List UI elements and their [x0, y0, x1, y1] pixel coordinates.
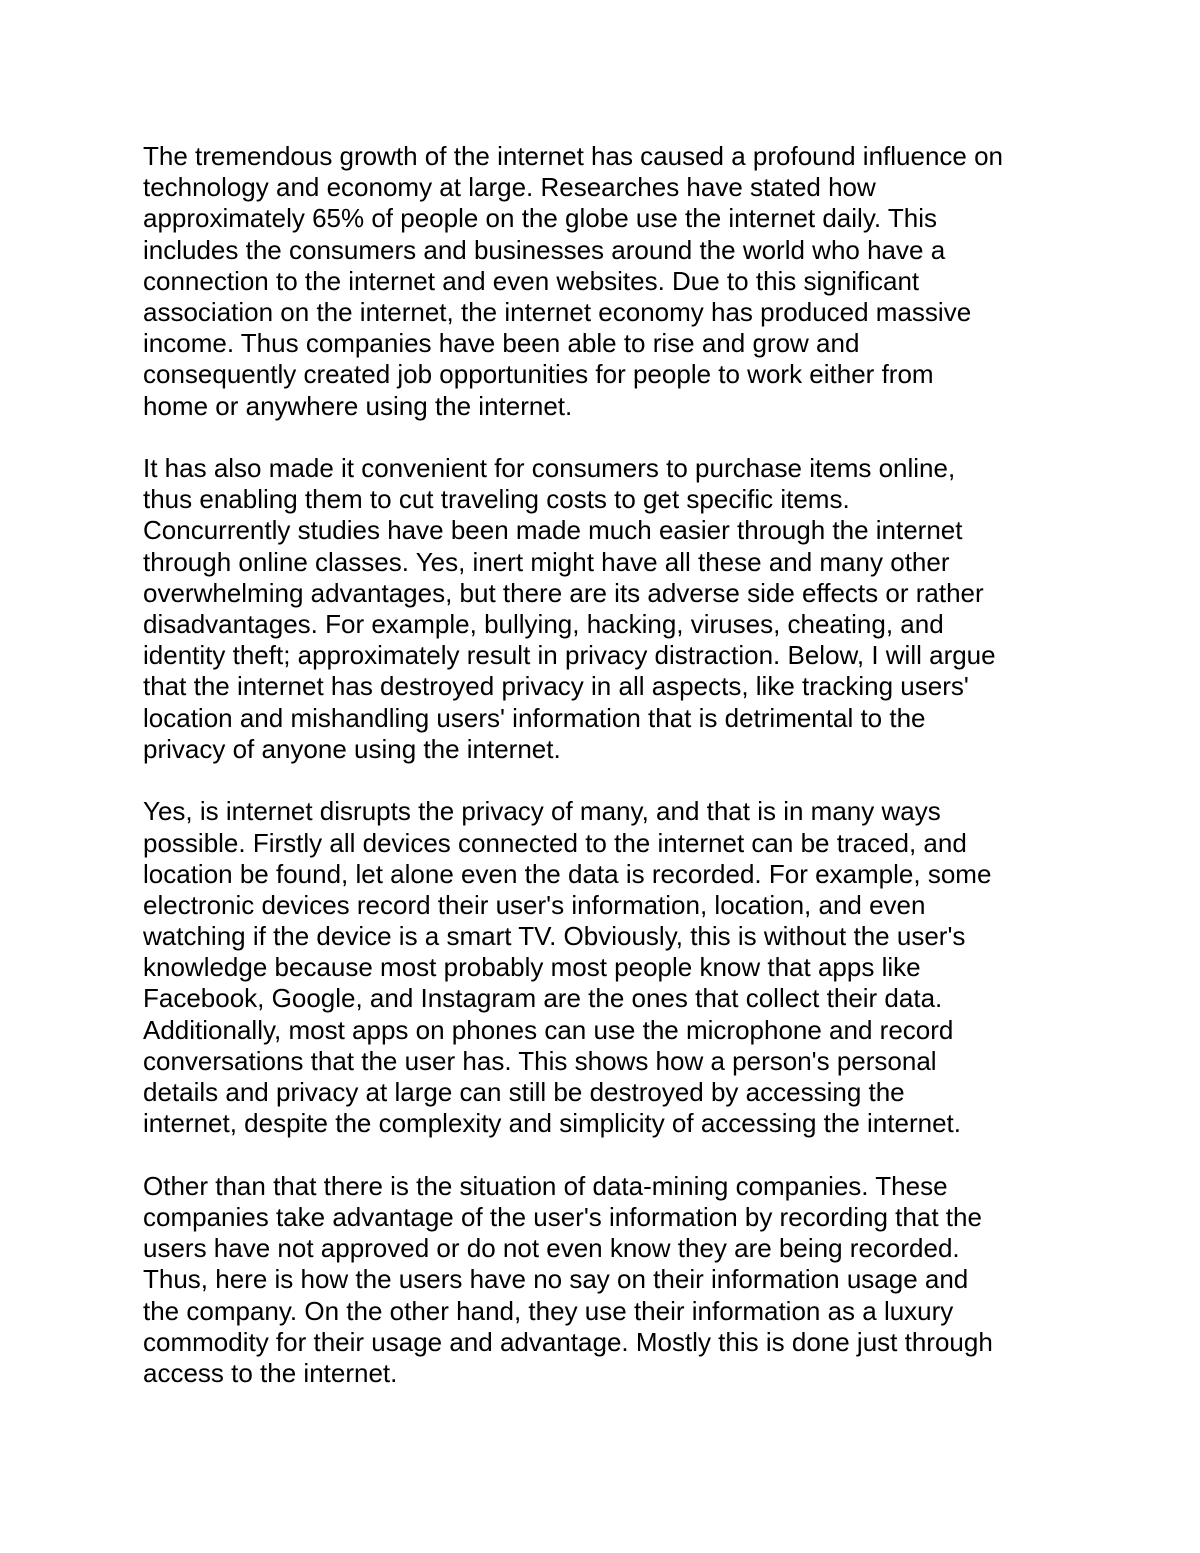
paragraph-3 — [143, 796, 1073, 1139]
text-line: Facebook, Google, and Instagram are the ones that collect their data. — [143, 983, 943, 1014]
text-line: connection to the internet and even websites. Due to this significant — [143, 265, 920, 296]
text-line: location and mishandling users' information that is detrimental to the — [143, 702, 926, 733]
paragraph-2 — [143, 453, 1073, 765]
text-line: Additionally, most apps on phones can use the microphone and record — [143, 1014, 954, 1045]
text-line: overwhelming advantages, but there are its adverse side effects or rather — [143, 577, 984, 608]
text-line: electronic devices record their user's information, location, and even — [143, 889, 926, 920]
text-line: conversations that the user has. This shows how a person's personal — [143, 1045, 937, 1076]
text-line: details and privacy at large can still be destroyed by accessing the — [143, 1077, 905, 1108]
text-line: Other than that there is the situation of data-mining companies. These — [143, 1170, 948, 1201]
text-line: The tremendous growth of the internet has caused a profound influence on — [143, 141, 1004, 171]
text-line: that the internet has destroyed privacy in all aspects, like tracking users' — [143, 671, 969, 702]
text-line: watching if the device is a smart TV. Obviously, this is without the user's — [143, 921, 966, 952]
paragraph-1 — [143, 141, 1073, 422]
text-line: Concurrently studies have been made much easier through the internet — [143, 515, 963, 546]
text-line: commodity for their usage and advantage. Mostly this is done just through — [143, 1326, 993, 1357]
text-line: income. Thus companies have been able to rise and grow and — [143, 328, 860, 359]
text-line: includes the consumers and businesses around the world who have a — [143, 234, 946, 265]
text-line: approximately 65% of people on the globe use the internet daily. This — [143, 203, 937, 234]
text-line: the company. On the other hand, they use their information as a luxury — [143, 1295, 954, 1326]
text-line: location be found, let alone even the data is recorded. For example, some — [143, 858, 992, 889]
text-line: consequently created job opportunities for people to work either from — [143, 359, 934, 390]
text-line: internet, despite the complexity and simplicity of accessing the internet. — [143, 1108, 961, 1139]
text-line: Thus, here is how the users have no say on their information usage and — [143, 1264, 969, 1295]
text-line: identity theft; approximately result in privacy distraction. Below, I will argue — [143, 640, 996, 671]
text-line: users have not approved or do not even know they are being recorded. — [143, 1233, 960, 1264]
paragraph-4 — [143, 1171, 1073, 1389]
text-line: home or anywhere using the internet. — [143, 390, 573, 421]
text-line: through online classes. Yes, inert might have all these and many other — [143, 546, 950, 577]
text-line: thus enabling them to cut traveling costs to get specific items. — [143, 484, 850, 515]
text-line: knowledge because most probably most people know that apps like — [143, 952, 921, 983]
text-line: companies take advantage of the user's information by recording that the — [143, 1201, 982, 1232]
text-line: association on the internet, the internet economy has produced massive — [143, 296, 972, 327]
text-line: access to the internet. — [143, 1357, 398, 1388]
text-line: Yes, is internet disrupts the privacy of many, and that is in many ways — [143, 796, 941, 827]
text-line: disadvantages. For example, bullying, hacking, viruses, cheating, and — [143, 609, 944, 640]
text-line: It has also made it convenient for consumers to purchase items online, — [143, 453, 956, 484]
text-line: privacy of anyone using the internet. — [143, 733, 561, 764]
document-body — [143, 141, 1073, 1421]
text-line: possible. Firstly all devices connected to the internet can be traced, and — [143, 827, 967, 858]
text-line: technology and economy at large. Researches have stated how — [143, 172, 876, 203]
